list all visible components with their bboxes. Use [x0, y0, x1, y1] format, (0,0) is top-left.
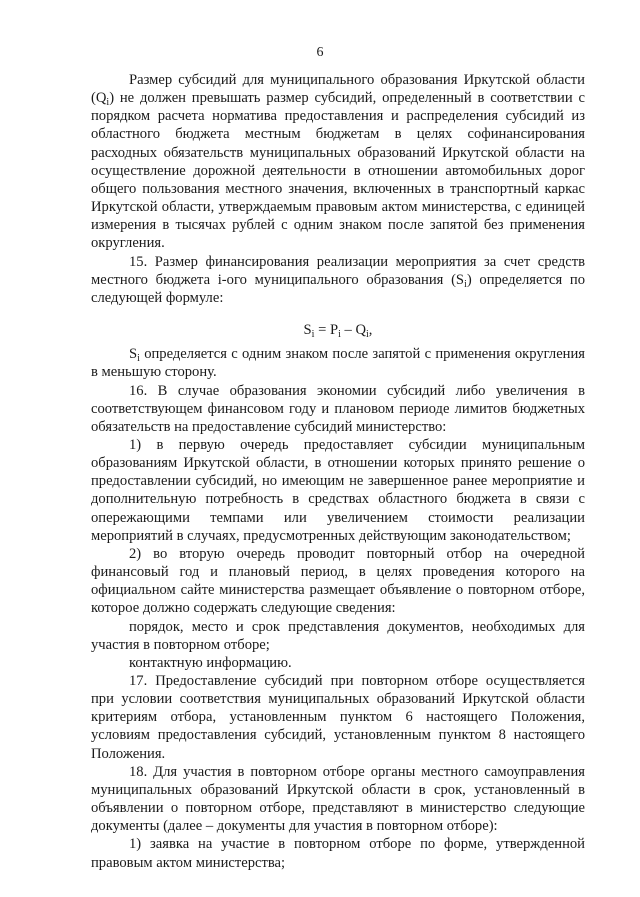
paragraph-18: 18. Для участия в повторном отборе органы местного самоуправления муниципальных образований Иркутской области в срок, установленный в объявлении о повторном отборе, представляют в министерство следующие документы (далее – документы для участия в повторном отборе): [91, 763, 585, 835]
paragraph-16-item-1: 1) в первую очередь предоставляет субсидии муниципальным образованиям Иркутской области, в отношении которых принято решение о предоставлении субсидий, но имеющим не завершенное ранее мероприятие и дополнительную потребность в средствах областного бюджета в связи с опережающими темпами или увеличением стоимости реализации мероприятий в случаях, предусмотренных действующим законодательством; [91, 436, 585, 544]
paragraph-contact-info: контактную информацию. [129, 654, 292, 671]
paragraph-17: 17. Предоставление субсидий при повторном отборе осуществляется при условии соответствия муниципальных образований Иркутской области критериям отбора, установленным пунктом 6 настоящего Положения, условиям предоставления субсидий, установленным пунктом 8 настоящего Положения. [91, 673, 585, 762]
document-body [91, 71, 585, 872]
paragraph-rounding: $S_i$ определяется с одним знаком после запятой с применения округления в меньшую сторону. [91, 346, 585, 381]
paragraph-16: 16. В случае образования экономии субсидий либо увеличения в соответствующем финансовом году и плановом периоде лимитов бюджетных обязательств на предоставление субсидий министерство: [91, 382, 585, 435]
formula: $S_i = P_i - Q_i$, [303, 322, 373, 341]
paragraph-18-item-1: 1) заявка на участие в повторном отборе по форме, утвержденной правовым актом министерства; [91, 836, 585, 871]
paragraph-15: 15. Размер финансирования реализации мероприятия за счет средств местного бюджета i-ого муниципального образования $(S_i)$ определяется по следующей формуле: [91, 253, 585, 306]
paragraph-announcement-procedure: порядок, место и срок представления документов, необходимых для участия в повторном отборе; [91, 618, 585, 653]
paragraph-16-item-2: 2) во вторую очередь проводит повторный отбор на очередной финансовый год и плановый период, в целях проведения которого на официальном сайте министерства размещает объявление о повторном отборе, которое должно содержать следующие сведения: [91, 545, 585, 617]
paragraph-subsidy-limit: Размер субсидий для муниципального образования Иркутской области $(Q_i)$ не должен превышать размер субсидий, определенный в соответствии с порядком расчета норматива предоставления и распределения субсидий из областного бюджета местным бюджетам в целях софинансирования расходных обязательств муниципальных образований Иркутской области на осуществление дорожной деятельности в отношении автомобильных дорог общего пользования местного значения, включенных в транспортный каркас Иркутской области, утверждаемым правовым актом министерства, с единицей измерения в тысячах рублей с одним знаком после запятой без применения округления. [91, 72, 585, 252]
page-number: 6 [316, 45, 324, 60]
